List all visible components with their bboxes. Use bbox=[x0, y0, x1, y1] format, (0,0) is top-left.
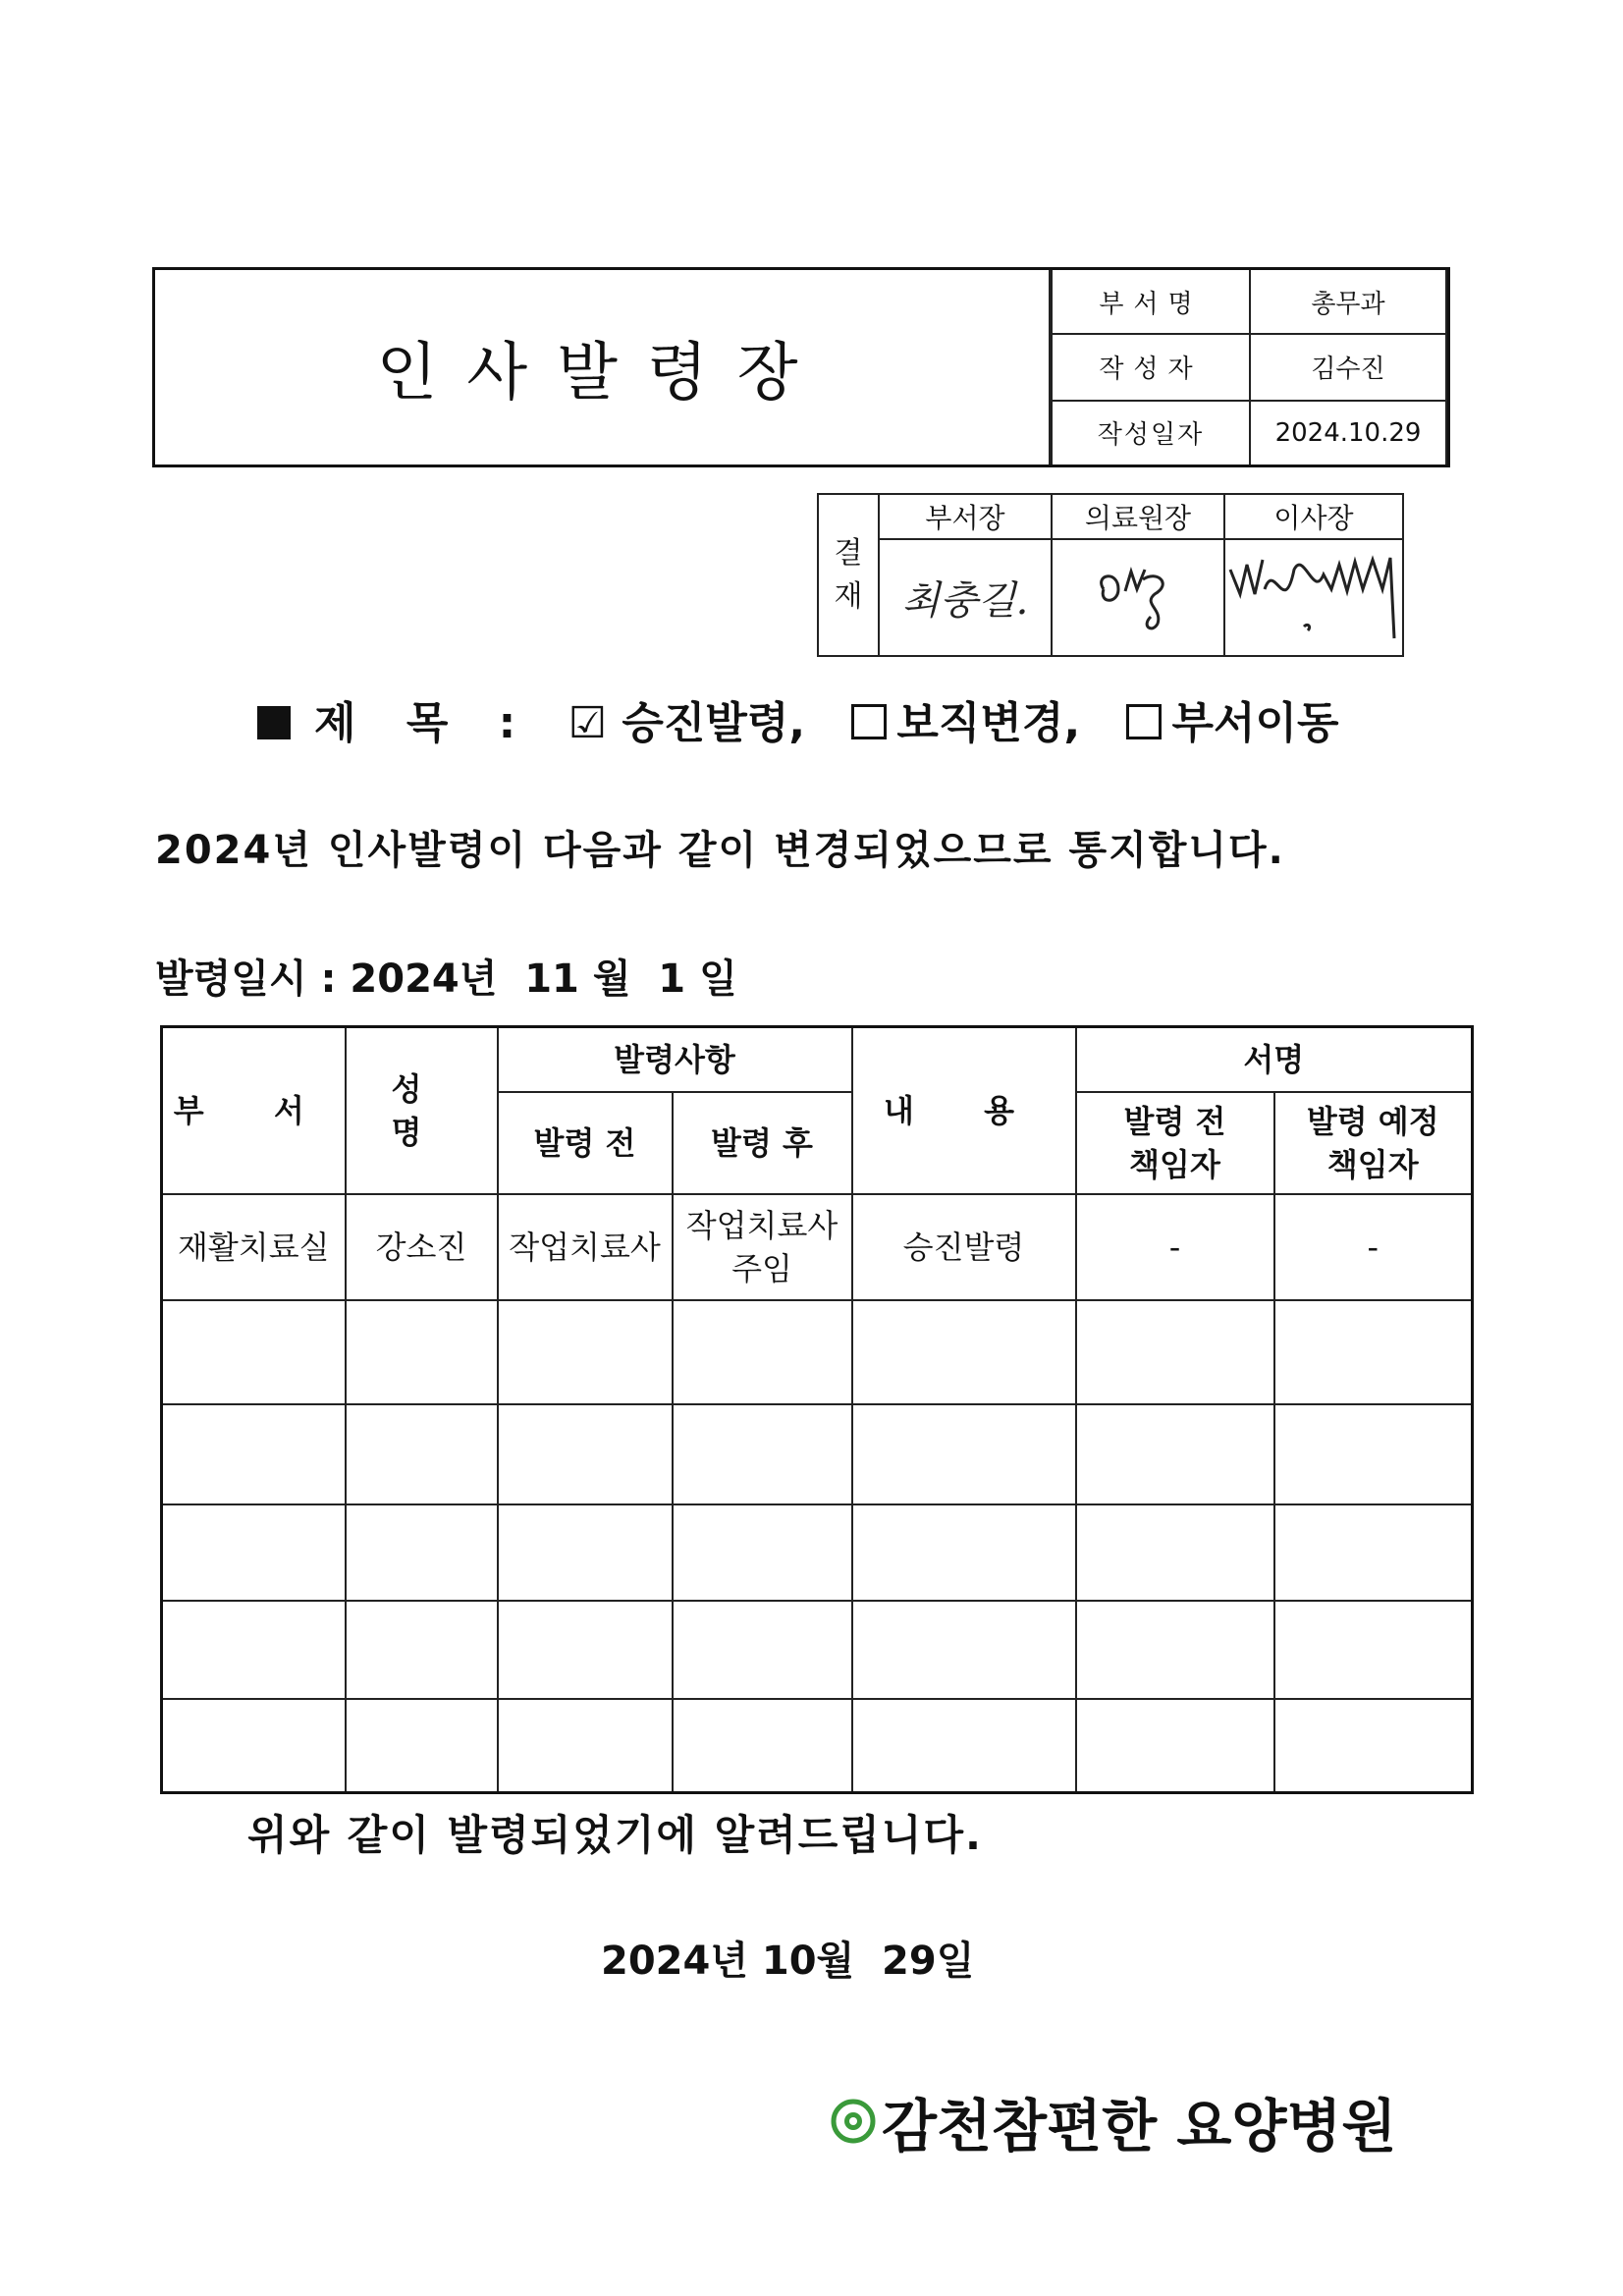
table-row-empty bbox=[162, 1504, 1473, 1601]
cell-before: 작업치료사 bbox=[498, 1194, 673, 1300]
cell-sign-after: - bbox=[1274, 1194, 1473, 1300]
table-row bbox=[162, 1194, 1473, 1300]
subject-line bbox=[257, 687, 1339, 750]
issue-date: 2024년 10월 29일 bbox=[601, 1939, 975, 1984]
table-row-empty bbox=[162, 1300, 1473, 1404]
document-header bbox=[152, 267, 1450, 467]
checked-box-icon: ☑ bbox=[568, 698, 608, 748]
header-name: 성 명 bbox=[346, 1027, 498, 1194]
meta-value-date: 2024.10.29 bbox=[1250, 401, 1446, 465]
header-content: 내 용 bbox=[852, 1027, 1076, 1194]
checkbox-icon bbox=[851, 704, 887, 739]
meta-value-dept: 총무과 bbox=[1250, 270, 1446, 334]
effective-date: 발령일시 : 2024년 11 월 1 일 bbox=[155, 957, 737, 1002]
approval-label bbox=[818, 494, 879, 656]
signature-dept-head bbox=[879, 539, 1052, 656]
header-sign-after bbox=[1274, 1092, 1473, 1194]
table-row-empty bbox=[162, 1404, 1473, 1504]
meta-key-author: 작성자 bbox=[1052, 334, 1250, 400]
meta-key-date: 작성일자 bbox=[1052, 401, 1250, 465]
meta-value-author: 김수진 bbox=[1250, 334, 1446, 400]
closing-text: 위와 같이 발령되었기에 알려드립니다. bbox=[247, 1811, 983, 1859]
table-row-empty bbox=[162, 1699, 1473, 1793]
role-dept-head: 부서장 bbox=[879, 494, 1052, 539]
signature-dept-head-text: 최충길. bbox=[901, 578, 1029, 624]
signature-medical-director-mark bbox=[1064, 550, 1212, 638]
header-meta-table bbox=[1051, 270, 1447, 465]
cell-dept: 재활치료실 bbox=[162, 1194, 346, 1300]
subject-label: 제 목 : bbox=[314, 698, 534, 748]
signature-chairman bbox=[1224, 539, 1403, 656]
cell-after bbox=[673, 1194, 852, 1300]
header-sign-after-1: 발령 예정 bbox=[1306, 1102, 1439, 1140]
meta-key-dept: 부서명 bbox=[1052, 270, 1250, 334]
organization-name: 감천참편한 요양병원 bbox=[882, 2093, 1397, 2159]
header-sign: 서명 bbox=[1076, 1027, 1473, 1092]
personnel-grid bbox=[160, 1025, 1474, 1794]
header-sign-before-1: 발령 전 bbox=[1123, 1102, 1226, 1140]
document-title: 인사발령장 bbox=[155, 270, 1051, 465]
option-promotion: 승진발령, bbox=[622, 698, 806, 748]
approval-box bbox=[817, 493, 1404, 657]
checkbox-icon bbox=[1126, 704, 1162, 739]
cell-sign-before: - bbox=[1076, 1194, 1274, 1300]
header-sign-before-2: 책임자 bbox=[1129, 1145, 1220, 1183]
table-row-empty bbox=[162, 1601, 1473, 1699]
header-sign-after-2: 책임자 bbox=[1326, 1145, 1419, 1183]
header-after: 발령 후 bbox=[673, 1092, 852, 1194]
approval-table bbox=[817, 493, 1404, 657]
cell-name: 강소진 bbox=[346, 1194, 498, 1300]
header-sign-before bbox=[1076, 1092, 1274, 1194]
signature-medical-director bbox=[1052, 539, 1224, 656]
cell-after-2: 주임 bbox=[731, 1249, 792, 1287]
header-before: 발령 전 bbox=[498, 1092, 673, 1194]
role-medical-director: 의료원장 bbox=[1052, 494, 1224, 539]
header-meta bbox=[1051, 270, 1447, 465]
option-transfer: 부서이동 bbox=[1171, 698, 1339, 748]
personnel-table bbox=[160, 1025, 1474, 1794]
cell-content: 승진발령 bbox=[852, 1194, 1076, 1300]
cell-after-1: 작업치료사 bbox=[685, 1206, 839, 1244]
signature-chairman-mark bbox=[1225, 540, 1402, 648]
organization bbox=[831, 2080, 1396, 2162]
header-order: 발령사항 bbox=[498, 1027, 852, 1092]
notice-text: 2024년 인사발령이 다음과 같이 변경되었으므로 통지합니다. bbox=[155, 828, 1285, 873]
black-square-icon bbox=[257, 706, 291, 739]
role-chairman: 이사장 bbox=[1224, 494, 1403, 539]
header-dept: 부 서 bbox=[162, 1027, 346, 1194]
approval-label-text: 결재 bbox=[834, 535, 863, 614]
option-reassignment: 보직변경, bbox=[896, 698, 1081, 748]
hospital-logo-icon bbox=[831, 2099, 876, 2144]
